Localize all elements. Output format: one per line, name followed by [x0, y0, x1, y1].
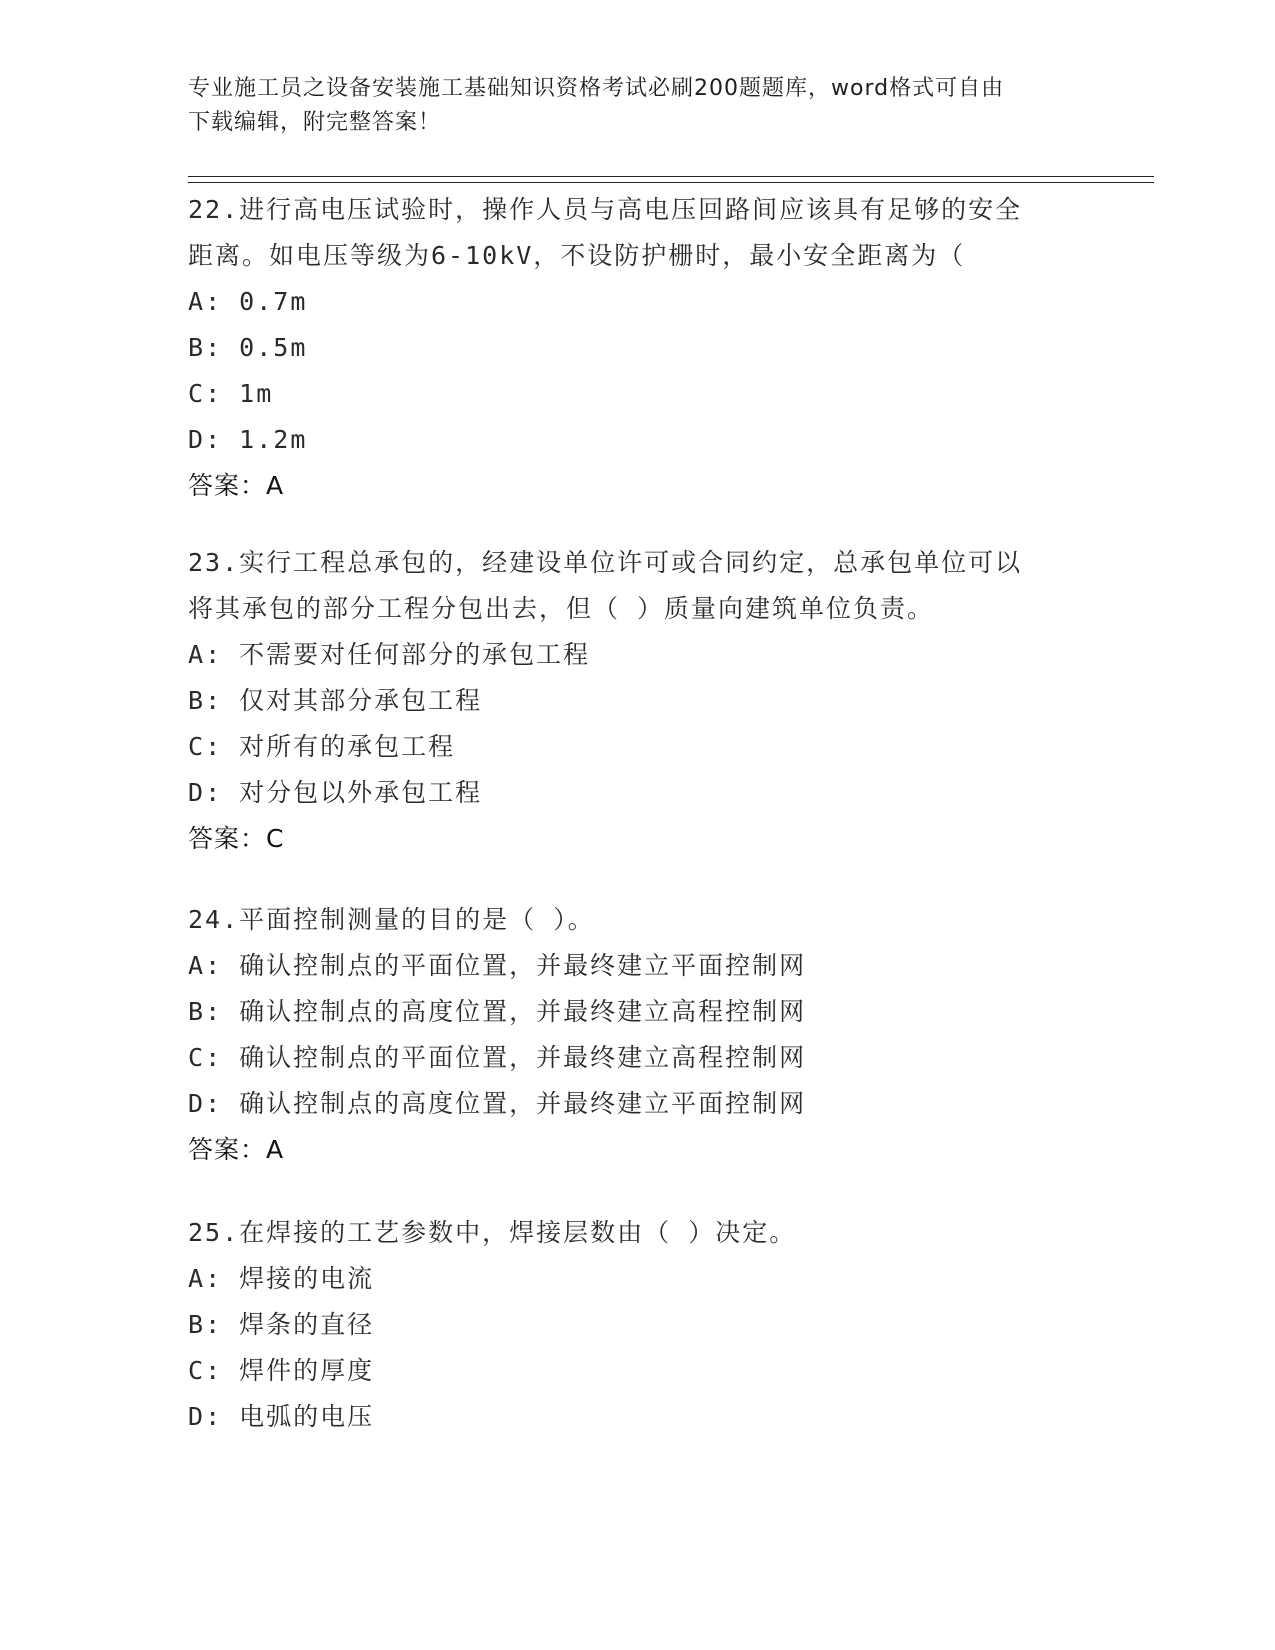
option-c — [188, 724, 1088, 770]
option-separator: : — [205, 778, 240, 807]
header-line-2: 下载编辑，附完整答案！ — [188, 110, 442, 135]
option-c — [188, 1035, 1088, 1081]
option-separator: : — [205, 379, 240, 408]
option-b — [188, 1302, 1088, 1348]
option-separator: : — [205, 951, 240, 980]
option-b — [188, 678, 1088, 724]
option-text: 0.7m — [239, 287, 308, 316]
option-d — [188, 770, 1088, 816]
option-d — [188, 417, 1088, 463]
option-text: 0.5m — [239, 333, 308, 362]
option-a — [188, 279, 1088, 325]
option-c — [188, 1348, 1088, 1394]
option-text: 焊接的电流 — [239, 1264, 375, 1293]
option-text: 焊件的厚度 — [239, 1356, 375, 1385]
option-text: 确认控制点的平面位置，并最终建立平面控制网 — [239, 951, 807, 980]
option-b — [188, 989, 1088, 1035]
option-separator: : — [205, 287, 240, 316]
option-d — [188, 1394, 1088, 1440]
option-letter: A — [188, 1264, 206, 1293]
option-c — [188, 371, 1088, 417]
option-letter: D — [188, 1089, 206, 1118]
option-letter: B — [188, 997, 206, 1026]
option-letter: C — [188, 1043, 206, 1072]
option-text: 确认控制点的高度位置，并最终建立平面控制网 — [239, 1089, 807, 1118]
option-letter: C — [188, 732, 206, 761]
option-separator: : — [205, 997, 240, 1026]
option-text: 1m — [239, 379, 274, 408]
option-letter: A — [188, 640, 206, 669]
option-separator: : — [205, 1043, 240, 1072]
option-separator: : — [205, 1310, 240, 1339]
document-header — [188, 72, 1088, 140]
question-25 — [188, 1210, 1088, 1440]
option-separator: : — [205, 425, 240, 454]
option-letter: B — [188, 333, 206, 362]
option-letter: C — [188, 379, 206, 408]
question-stem-line: 22.进行高电压试验时，操作人员与高电压回路间应该具有足够的安全 — [188, 195, 1023, 224]
header-divider-bottom — [188, 182, 1154, 183]
option-a — [188, 632, 1088, 678]
option-letter: D — [188, 1402, 206, 1431]
option-a — [188, 943, 1088, 989]
option-text: 确认控制点的平面位置，并最终建立高程控制网 — [239, 1043, 807, 1072]
header-divider-top — [188, 176, 1154, 177]
answer-line: 答案：A — [188, 471, 285, 500]
question-stem-line: 25.在焊接的工艺参数中，焊接层数由（ ）决定。 — [188, 1218, 797, 1247]
option-text: 确认控制点的高度位置，并最终建立高程控制网 — [239, 997, 807, 1026]
option-letter: B — [188, 1310, 206, 1339]
option-separator: : — [205, 1089, 240, 1118]
option-letter: A — [188, 951, 206, 980]
option-separator: : — [205, 640, 240, 669]
option-text: 焊条的直径 — [239, 1310, 375, 1339]
header-line-1: 专业施工员之设备安装施工基础知识资格考试必刷200题题库，word格式可自由 — [188, 76, 1005, 101]
option-separator: : — [205, 1264, 240, 1293]
question-stem-line: 23.实行工程总承包的，经建设单位许可或合同约定，总承包单位可以 — [188, 548, 1023, 577]
option-letter: D — [188, 778, 206, 807]
question-24 — [188, 897, 1088, 1173]
question-stem-line: 距离。如电压等级为6-10kV，不设防护栅时，最小安全距离为（ — [188, 241, 966, 270]
option-separator: : — [205, 732, 240, 761]
question-22 — [188, 187, 1088, 509]
answer-line: 答案：C — [188, 824, 285, 853]
option-d — [188, 1081, 1088, 1127]
option-separator: : — [205, 1356, 240, 1385]
option-text: 对分包以外承包工程 — [239, 778, 483, 807]
option-separator: : — [205, 1402, 240, 1431]
answer-line: 答案：A — [188, 1135, 285, 1164]
option-text: 仅对其部分承包工程 — [239, 686, 483, 715]
option-separator: : — [205, 333, 240, 362]
option-text: 对所有的承包工程 — [239, 732, 456, 761]
option-text: 1.2m — [239, 425, 308, 454]
option-letter: D — [188, 425, 206, 454]
option-letter: B — [188, 686, 206, 715]
question-stem-line: 将其承包的部分工程分包出去，但（ ）质量向建筑单位负责。 — [188, 594, 935, 623]
option-letter: A — [188, 287, 206, 316]
option-letter: C — [188, 1356, 206, 1385]
question-stem-line: 24.平面控制测量的目的是（ ）。 — [188, 905, 595, 934]
option-text: 电弧的电压 — [239, 1402, 375, 1431]
question-23 — [188, 540, 1088, 862]
option-a — [188, 1256, 1088, 1302]
option-b — [188, 325, 1088, 371]
option-separator: : — [205, 686, 240, 715]
option-text: 不需要对任何部分的承包工程 — [239, 640, 591, 669]
